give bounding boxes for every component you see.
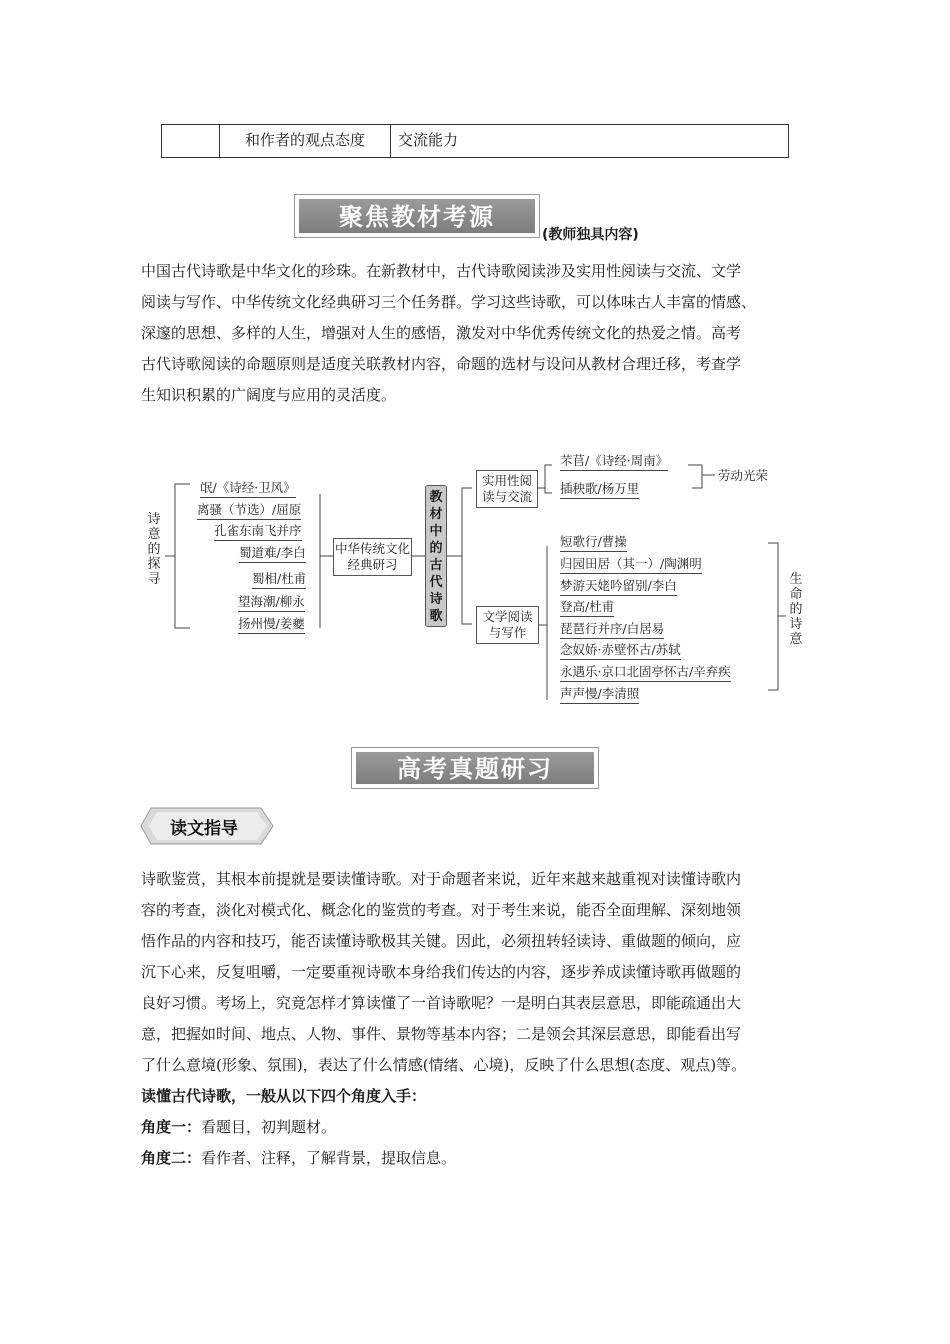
body-line: 悟作品的内容和技巧，能否读懂诗歌极其关键。因此，必须扭转轻读诗、重做题的倾向，应 (141, 932, 742, 950)
lower-item: 短歌行/曹操 (560, 532, 627, 552)
intro-line: 中国古代诗歌是中华文化的珍珠。在新教材中，古代诗歌阅读涉及实用性阅读与交流、文学 (141, 262, 742, 280)
table-cell-2: 和作者的观点态度 (220, 125, 391, 157)
left-item: 蜀道难/李白 (239, 543, 306, 563)
table-cell-3: 交流能力 (398, 131, 459, 149)
intro-line: 阅读与写作、中华传统文化经典研习三个任务群。学习这些诗歌，可以体味古人丰富的情感、 (141, 293, 757, 311)
body-line: 容的考查，淡化对模式化、概念化的鉴赏的考查。对于考生来说，能否全面理解、深刻地领 (141, 901, 742, 919)
body-line: 良好习惯。考场上，究竟怎样才算读懂了一首诗歌呢？一是明白其表层意思，即能疏通出大 (141, 994, 742, 1012)
body-line: 沉下心来，反复咀嚼，一定要重视诗歌本身给我们传达的内容，逐步养成读懂诗歌再做题的 (141, 963, 742, 981)
table-cell-empty (162, 125, 220, 157)
right-label-life-poetry: 生命的诗意 (789, 572, 803, 647)
upper-item: 插秧歌/杨万里 (560, 479, 639, 499)
box-literary-reading: 文学阅读与写作 (476, 606, 539, 644)
left-item: 蜀相/杜甫 (252, 569, 306, 589)
lower-item: 登高/杜甫 (560, 597, 614, 617)
angle-line-1 (141, 1112, 821, 1143)
intro-line: 生知识积累的广阔度与应用的灵活度。 (141, 386, 397, 404)
box-classics-study: 中华传统文化经典研习 (333, 538, 412, 576)
bold-intro-line: 读懂古代诗歌，一般从以下四个角度入手： (141, 1087, 427, 1105)
banner-title: 高考真题研习 (356, 752, 594, 784)
body-line: 诗歌鉴赏，其根本前提就是要读懂诗歌。对于命题者来说，近年来越来越重视对读懂诗歌内 (141, 870, 742, 888)
angle-text: 看作者、注释，了解背景，提取信息。 (201, 1149, 457, 1167)
body-paragraph (141, 864, 821, 1174)
angle-text: 看题目，初判题材。 (201, 1118, 337, 1136)
intro-paragraph (141, 256, 821, 411)
intro-line: 古代诗歌阅读的命题原则是适度关联教材内容，命题的选材与设问从教材合理迁移，考查学 (141, 355, 742, 373)
lower-item: 永遇乐·京口北固亭怀古/辛弃疾 (560, 662, 731, 682)
left-item: 氓/《诗经·卫风》 (200, 478, 296, 498)
angle-line-2 (141, 1143, 821, 1174)
lower-item: 归园田居（其一）/陶渊明 (560, 554, 702, 574)
lower-item: 念奴娇·赤壁怀古/苏轼 (560, 640, 681, 660)
left-item: 离骚（节选）/屈原 (197, 500, 301, 520)
lower-item: 琵琶行并序/白居易 (560, 619, 664, 639)
angle-label: 角度二： (141, 1149, 202, 1167)
section-banner-textbook (294, 194, 540, 238)
left-item: 孔雀东南飞并序 (214, 521, 302, 541)
banner-title: 聚焦教材考源 (299, 199, 535, 233)
reading-guide-tag: 读文指导 (170, 819, 238, 839)
body-line: 意，把握如时间、地点、人物、事件、景物等基本内容；二是领会其深层意思，即能看出写 (141, 1025, 742, 1043)
body-line: 了什么意境(形象、氛围)，表达了什么情感(情绪、心境)，反映了什么思想(态度、观点)等。 (141, 1056, 747, 1074)
left-item: 扬州慢/姜夔 (238, 614, 305, 634)
teacher-note: (教师独具内容) (542, 227, 639, 243)
intro-line: 深邃的思想、多样的人生，增强对人生的感悟，激发对中华优秀传统文化的热爱之情。高考 (141, 324, 742, 342)
box-practical-reading: 实用性阅读与交流 (476, 470, 538, 508)
lower-item: 梦游天姥吟留别/李白 (560, 576, 677, 596)
angle-label: 角度一： (141, 1118, 202, 1136)
lower-item: 声声慢/李清照 (560, 684, 639, 704)
top-table-row (161, 124, 789, 158)
upper-label-labor: 劳动光荣 (718, 468, 769, 483)
left-item: 望海潮/柳永 (238, 592, 305, 612)
upper-item: 芣苢/《诗经·周南》 (560, 451, 668, 471)
center-box-textbook-poems: 教材中的古代诗歌 (425, 485, 447, 627)
left-label-poetic-quest: 诗意的探寻 (147, 512, 161, 587)
section-banner-exam (351, 747, 599, 789)
